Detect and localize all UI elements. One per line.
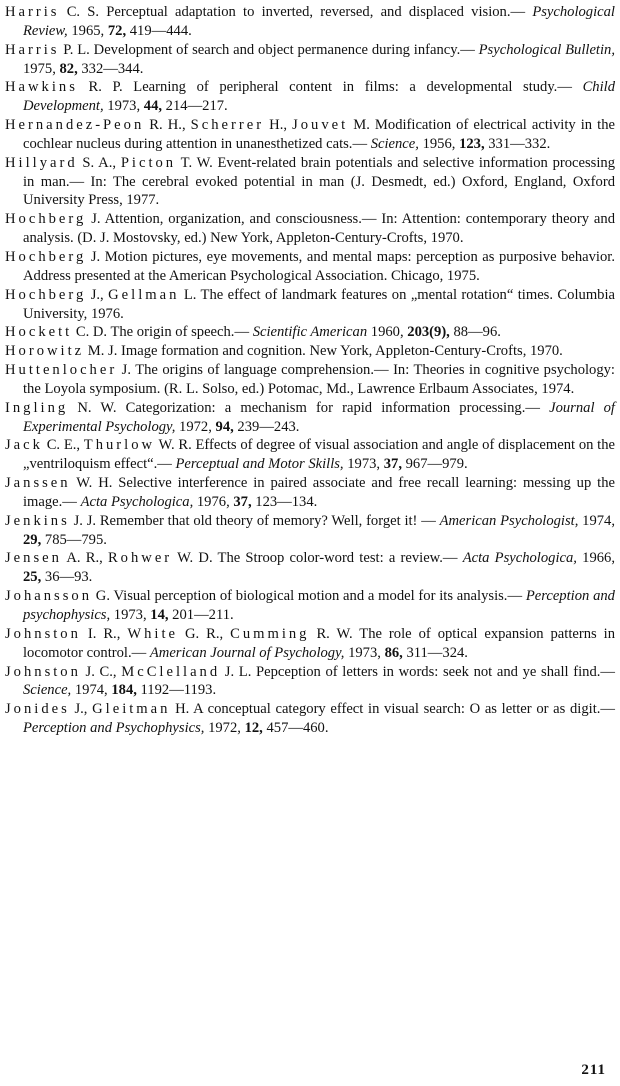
ref-journal: Journal of Experimental Psychology, [23, 399, 615, 435]
ref-pages: 201—211. [168, 607, 234, 623]
ref-year: 1975, [23, 60, 60, 77]
ref-pages: 457—460. [262, 720, 329, 737]
ref-year: 1972, [204, 720, 245, 737]
ref-year: 1972, [175, 418, 216, 435]
ref-year: 1973, [103, 98, 144, 115]
ref-author: Hawkins [5, 79, 78, 96]
ref-volume: 37, [233, 493, 252, 510]
ref-author: Jouvet [292, 117, 349, 134]
ref-author: Hillyard [5, 154, 78, 171]
ref-pages: 36—93. [41, 569, 93, 586]
ref-year: 1966, [576, 550, 615, 567]
ref-author: Picton [120, 154, 177, 171]
ref-author: Gleitman [92, 701, 171, 718]
ref-pages: 311—324. [402, 644, 468, 661]
ref-text: W. D. The Stroop color-word test: a review.— [172, 550, 463, 567]
ref-pages: 88—96. [449, 324, 501, 341]
ref-volume: 12, [244, 720, 263, 737]
ref-volume: 14, [150, 607, 169, 623]
reference-entry [5, 3, 615, 41]
ref-text: J. The origins of language comprehension.— In: Theories in cognitive psychology: the Loyola symposium. (R. L. Solso, ed.) Potomac, Md., Lawrence Erlbaum Associates, 1974. [23, 362, 615, 397]
reference-entry [5, 549, 615, 587]
ref-author: Jenkins [5, 512, 70, 529]
ref-author: Hernandez-Peon [5, 117, 145, 134]
ref-pages: 331—332. [484, 135, 551, 152]
ref-author: Janssen [5, 475, 71, 492]
ref-author: Hochberg [5, 211, 87, 228]
reference-entry [5, 512, 615, 550]
ref-author: Johansson [5, 588, 92, 605]
ref-text: J. Motion pictures, eye movements, and mental maps: perception as purposive behavior. Address presented at the American Psychological Association. Chicago, 1975. [23, 248, 615, 284]
ref-pages: 332—344. [77, 60, 144, 77]
ref-text: C. S. Perceptual adaptation to inverted, reversed, and displaced vision.— [59, 4, 533, 20]
ref-author: Thurlow [83, 437, 156, 454]
ref-year: 1956, [418, 135, 460, 152]
ref-journal: Psychological Review, [23, 4, 615, 39]
reference-entry [5, 342, 615, 361]
ref-journal: Perception and Psychophysics, [23, 720, 205, 737]
ref-journal: Perception and psychophysics, [23, 588, 615, 623]
ref-volume: 37, [383, 456, 402, 473]
ref-text: R. H., [144, 117, 191, 134]
reference-entry [5, 474, 615, 512]
ref-year: 1974, [71, 682, 112, 699]
ref-text: H., [264, 117, 293, 134]
ref-text: T. W. Event-related brain potentials and selective information processing in man.— In: The cerebral evoked potential in man (J. Desmedt, ed.) Oxford, England, Oxford University Press, 1977. [23, 154, 615, 209]
ref-text: J., [69, 701, 93, 718]
ref-year: 1973, [343, 456, 384, 473]
ref-volume: 123, [459, 135, 485, 152]
ref-pages: 785—795. [41, 531, 107, 548]
ref-author: Rohwer [107, 550, 173, 567]
reference-entry [5, 210, 615, 248]
ref-journal: American Journal of Psychology, [149, 644, 345, 661]
ref-pages: 1192—1193. [136, 682, 217, 699]
ref-journal: Acta Psychologica, [80, 493, 194, 510]
ref-text: J. J. Remember that old theory of memory? Well, forget it! — [69, 512, 440, 529]
ref-author: Jack [5, 437, 43, 454]
ref-text: J. Attention, organization, and consciousness.— In: Attention: contemporary theory and analysis. (D. J. Mostovsky, ed.) New York, Appleton-Century-Crofts, 1970. [23, 211, 615, 247]
ref-text: S. A., [77, 154, 121, 171]
ref-author: Scherrer [190, 117, 265, 134]
ref-text: J. L. Pepception of letters in words: seek not and ye shall find.— [220, 663, 616, 680]
ref-volume: 184, [111, 682, 137, 699]
ref-journal: American Psychologist, [439, 512, 579, 529]
ref-author: McClelland [121, 663, 221, 680]
ref-text: C. D. The origin of speech.— [72, 324, 253, 341]
ref-pages: 967—979. [401, 456, 468, 473]
ref-text: G. R., [178, 625, 231, 642]
ref-text: A. R., [61, 550, 108, 567]
reference-entry [5, 41, 615, 79]
ref-journal: Perceptual and Motor Skills, [175, 456, 344, 473]
ref-journal: Science, [23, 682, 72, 699]
ref-author: Harris [5, 4, 60, 20]
reference-entry [5, 700, 615, 738]
ref-text: C. E., [42, 437, 84, 454]
ref-pages: 419—444. [126, 22, 192, 39]
reference-entry [5, 399, 615, 437]
reference-entry [5, 323, 615, 342]
ref-author: Cumming [230, 625, 310, 642]
ref-year: 1974, [578, 512, 615, 529]
ref-volume: 94, [215, 418, 234, 435]
ref-text: R. W. The role of optical expansion patterns in locomotor control.— [23, 625, 616, 661]
ref-volume: 29, [23, 531, 42, 548]
ref-author: Huttenlocher [5, 362, 118, 379]
ref-year: 1973, [110, 607, 151, 623]
reference-entry [5, 436, 615, 474]
ref-journal: Science, [370, 135, 419, 152]
reference-entry [5, 663, 615, 701]
ref-volume: 203(9), [407, 324, 450, 341]
ref-author: Hochberg [5, 248, 87, 265]
ref-pages: 123—134. [251, 493, 318, 510]
ref-volume: 86, [384, 644, 403, 661]
ref-pages: 239—243. [233, 418, 300, 435]
ref-author: Johnston [5, 663, 81, 680]
reference-entry [5, 154, 615, 211]
ref-text: M. Modification of electrical activity in the cochlear nucleus during attention in unanesthetized cats.— [23, 117, 615, 152]
ref-year: 1973, [344, 644, 385, 661]
ref-volume: 72, [107, 22, 127, 39]
ref-author: Hockett [5, 324, 73, 341]
ref-author: Hochberg [5, 286, 87, 303]
reference-entry [5, 78, 615, 116]
ref-text: W. H. Selective interference in paired associate and free recall learning: messing up the image.— [23, 475, 615, 510]
ref-author: Jonides [5, 701, 70, 718]
ref-text: G. Visual perception of biological motion and a model for its analysis.— [92, 588, 526, 605]
ref-text: J. C., [80, 663, 122, 680]
ref-journal: Psychological Bulletin, [478, 41, 615, 58]
ref-text: R. P. Learning of peripheral content in films: a developmental study.— [77, 79, 583, 96]
ref-year: 1965, [67, 22, 108, 39]
ref-author: Jensen [5, 550, 62, 567]
ref-author: Gellman [108, 286, 180, 303]
ref-author: Ingling [5, 399, 69, 416]
page-number: 211 [581, 1062, 606, 1078]
reference-list [5, 3, 615, 738]
reference-entry [5, 587, 615, 625]
ref-text: W. R. Effects of degree of visual association and angle of displacement on the „ventriloquism effect“.— [23, 437, 615, 473]
ref-text: P. L. Development of search and object permanence during infancy.— [59, 41, 479, 58]
ref-author: Harris [5, 41, 60, 58]
ref-year: 1960, [367, 324, 408, 341]
ref-text: M. J. Image formation and cognition. New York, Appleton-Century-Crofts, 1970. [84, 343, 563, 360]
ref-volume: 44, [143, 98, 163, 115]
ref-volume: 82, [59, 60, 78, 77]
ref-journal: Child Development, [23, 79, 615, 115]
ref-volume: 25, [23, 569, 42, 586]
reference-entry [5, 116, 615, 154]
ref-year: 1976, [193, 493, 234, 510]
ref-journal: Acta Psychologica, [462, 550, 577, 567]
ref-text: I. R., [80, 625, 128, 642]
ref-pages: 214—217. [162, 98, 228, 115]
ref-author: Johnston [5, 625, 81, 642]
ref-text: J., [86, 286, 109, 303]
reference-entry [5, 625, 615, 663]
ref-journal: Scientific American [252, 324, 368, 341]
reference-entry [5, 248, 615, 286]
ref-author: White [127, 625, 178, 642]
ref-text: N. W. Categorization: a mechanism for rapid information processing.— [68, 399, 550, 416]
ref-author: Horowitz [5, 343, 85, 360]
ref-text: H. A conceptual category effect in visual search: O as letter or as digit.— [170, 701, 615, 718]
reference-entry [5, 361, 615, 399]
reference-entry [5, 286, 615, 324]
ref-text: L. The effect of landmark features on „mental rotation“ times. Columbia University, 1976. [23, 286, 615, 322]
